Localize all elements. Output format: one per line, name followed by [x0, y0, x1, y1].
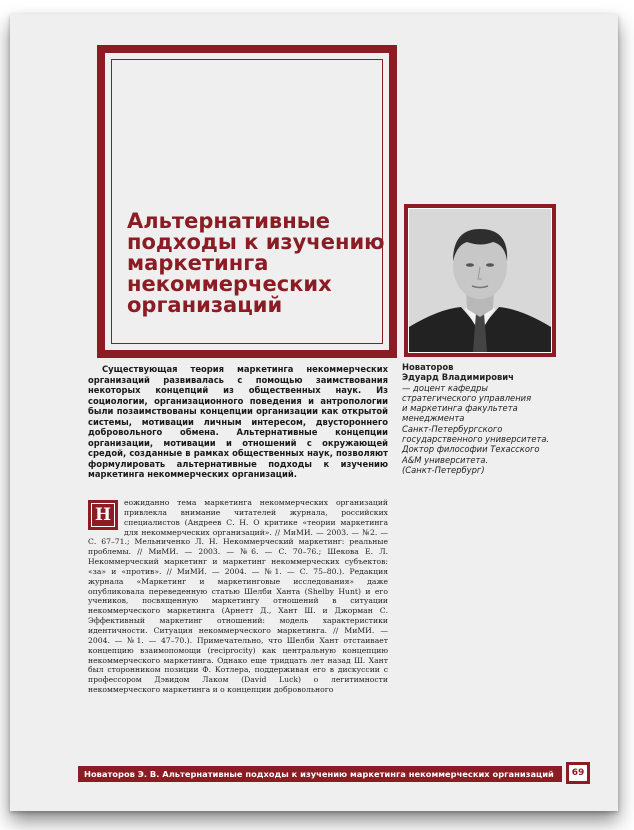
title-frame [97, 45, 397, 358]
article-title: Альтернативные подходы к изучению маркетинга некоммерческих организаций [127, 209, 385, 317]
author-block [402, 362, 562, 475]
page-number: 69 [569, 765, 587, 781]
drop-cap-letter: Н [91, 503, 115, 527]
author-photo [408, 208, 552, 353]
article-body [88, 498, 388, 695]
author-photo-frame [404, 204, 556, 357]
author-portrait-image [409, 209, 551, 352]
author-description: — доцент кафедры стратегического управления и маркетинга факультета менеджмента Санкт-Петербургского государственного университета. Доктор философии Техасского A&M университета. (Санкт-Петербург) [402, 382, 550, 475]
article-abstract: Существующая теория маркетинга некоммерческих организаций развивалась с помощью заимствования некоторых концепций из общественных наук. Из социологии, организационного поведения и антропологии были позаимствованы концепции организации как открытой системы, мотивации личным интересом, двустороннего добровольного обмена. Альтернативные концепции организации, мотивации и отношений с окружающей средой, созданные в рамках общественных наук, позволяют формулировать альтернативные подходы к изучению маркетинга некоммерческих организаций. [88, 364, 388, 479]
journal-page [10, 14, 618, 811]
running-footer: Новаторов Э. В. Альтернативные подходы к изучению маркетинга некоммерческих организаций [78, 766, 562, 782]
page-number-box [566, 762, 590, 784]
author-name: Новаторов Эдуард Владимирович [402, 362, 514, 383]
article-body-text: еожиданно тема маркетинга некоммерческих организаций привлекла внимание читателей журнала, российских специалистов (Андреев С. Н. О критике «теории маркетинга для некоммерческих организаций». // МиМИ. — 2003. — №2. — С. 67–71.; Мельниченко Л. Н. Некоммерческий маркетинг: реальные проблемы. // МиМИ. — 2003. — №6. — С. 70–76.; Шекова Е. Л. Некоммерческий маркетинг и маркетинг некоммерческих субъектов: «за» и «против». // МиМИ. — 2004. — №1. — С. 75–80.). Редакция журнала «Маркетинг и маркетинговые исследования» даже опубликовала переведенную статью Шелби Ханта (Shelby Hunt) и его учеников, посвященную маркетингу отношений в ситуации некоммерческого маркетинга (Арнетт Д., Хант Ш. и Джорман С. Эффективный маркетинг отношений: модель характеристики идентичности. Ситуация некоммерческого маркетинга. // МиМИ. — 2004. — №1. — 47–70.). Примечательно, что Шелби Хант отстаивает концепцию взаимопомощи (reciprocity) как центральную концепцию некоммерческого маркетинга. Однако еще тридцать лет назад Ш. Хант был сторонником позиции Ф. Котлера, поддерживая его в дискуссии с профессором Дэвидом Лаком (David Luck) о легитимности некоммерческого маркетинга и о концепции добровольного [88, 498, 388, 695]
